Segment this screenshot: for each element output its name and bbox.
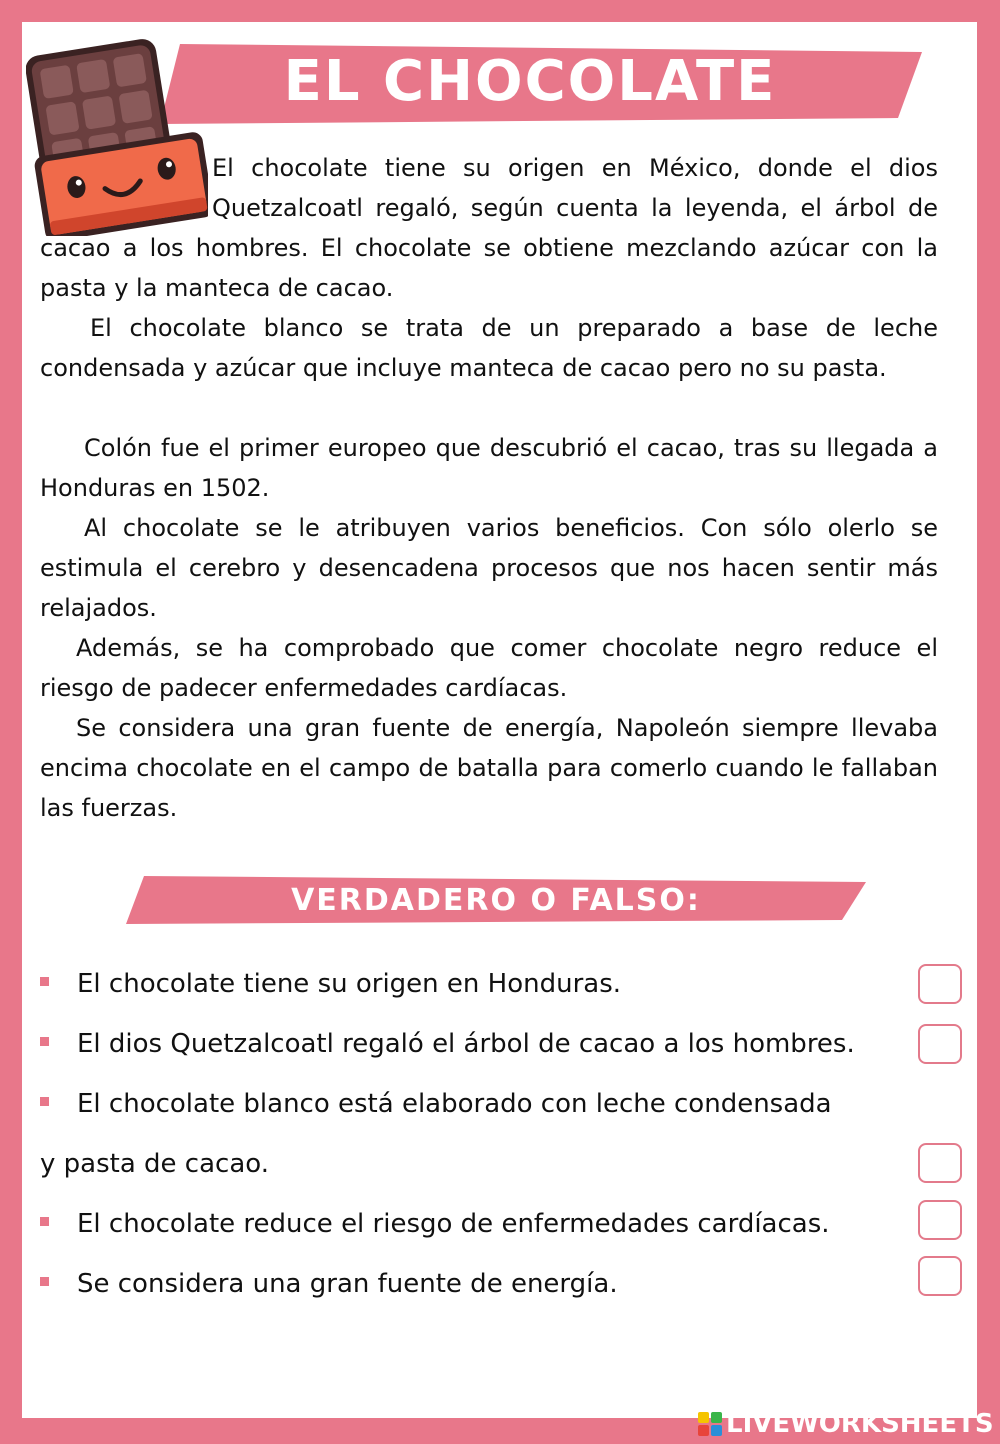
- quiz-heading: VERDADERO O FALSO:: [291, 882, 701, 918]
- statement-4: El chocolate reduce el riesgo de enfermedades cardíacas.: [40, 1204, 830, 1244]
- liveworksheets-icon: [698, 1412, 722, 1436]
- statement-3-continued: y pasta de cacao.: [40, 1149, 269, 1179]
- statement-1: El chocolate tiene su origen en Honduras.: [40, 964, 621, 1004]
- answer-box-3[interactable]: [918, 1143, 962, 1183]
- bullet-icon: [40, 1217, 49, 1226]
- liveworksheets-logo: [698, 1408, 994, 1440]
- paragraph-2: El chocolate blanco se trata de un preparado a base de leche condensada y azúcar que incluye manteca de cacao pero no su pasta.: [40, 314, 938, 382]
- bullet-icon: [40, 1097, 49, 1106]
- paragraph-3: Colón fue el primer europeo que descubrió el cacao, tras su llegada a Honduras en 1502.: [40, 434, 938, 502]
- bullet-icon: [40, 977, 49, 986]
- statement-3: El chocolate blanco está elaborado con leche condensada: [40, 1084, 832, 1124]
- paragraph-4: Al chocolate se le atribuyen varios beneficios. Con sólo olerlo se estimula el cerebro y desencadena procesos que nos hacen sentir más relajados.: [40, 514, 938, 622]
- answer-box-5[interactable]: [918, 1256, 962, 1296]
- bullet-icon: [40, 1037, 49, 1046]
- answer-box-2[interactable]: [918, 1024, 962, 1064]
- answer-box-1[interactable]: [918, 964, 962, 1004]
- paragraph-5: Además, se ha comprobado que comer chocolate negro reduce el riesgo de padecer enfermedades cardíacas.: [40, 634, 938, 702]
- statement-5: Se considera una gran fuente de energía.: [40, 1264, 618, 1304]
- answer-box-4[interactable]: [918, 1200, 962, 1240]
- bullet-icon: [40, 1277, 49, 1286]
- statement-2: El dios Quetzalcoatl regaló el árbol de cacao a los hombres.: [40, 1024, 855, 1064]
- paragraph-6: Se considera una gran fuente de energía, Napoleón siempre llevaba encima chocolate en el campo de batalla para comerlo cuando le fallaban las fuerzas.: [40, 714, 938, 822]
- paragraph-1: El chocolate tiene su origen en México, donde el dios Quetzalcoatl regaló, según cuenta la leyenda, el árbol de cacao a los hombres. El chocolate se obtiene mezclando azúcar con la pasta y la manteca de cacao.: [40, 154, 938, 302]
- page-title: EL CHOCOLATE: [283, 48, 777, 114]
- logo-text: LIVEWORKSHEETS: [726, 1409, 994, 1439]
